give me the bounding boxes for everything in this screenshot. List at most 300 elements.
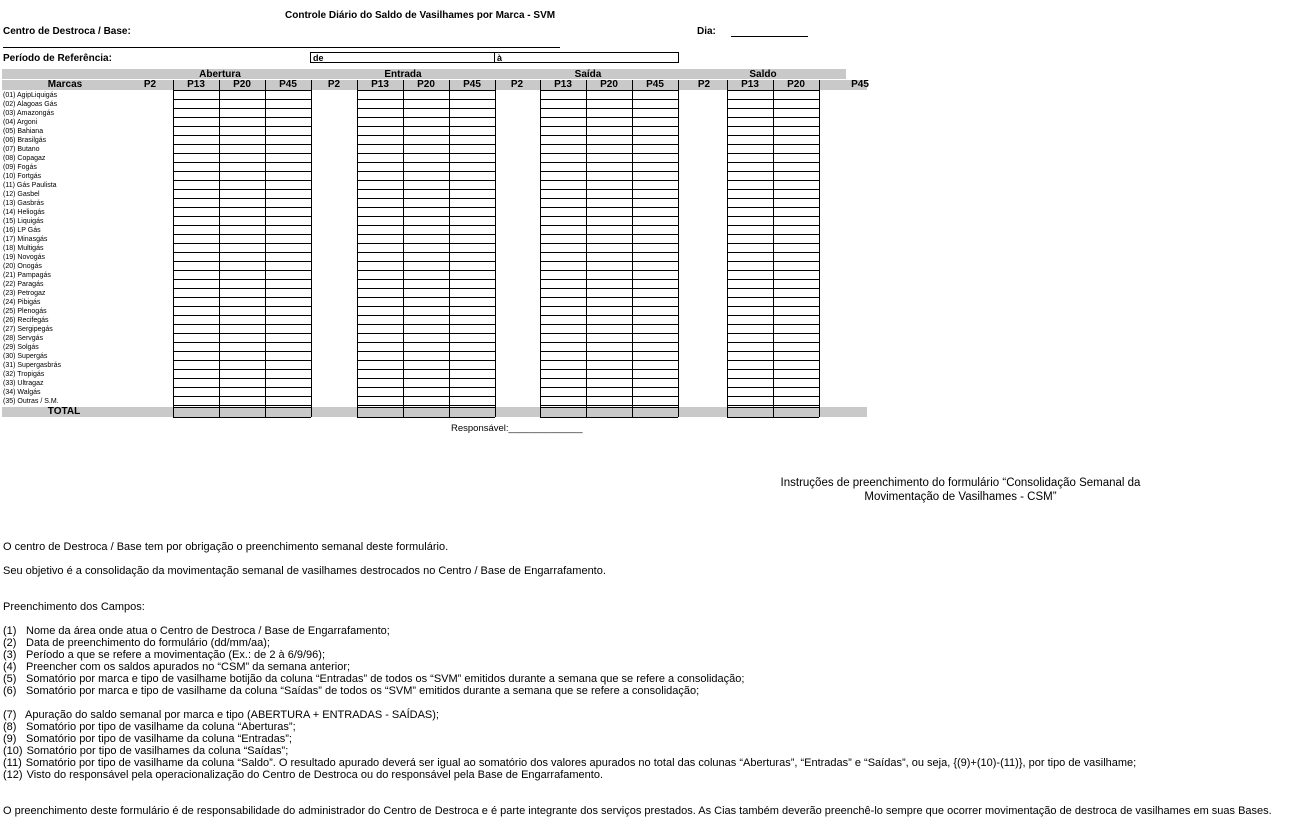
table-cell[interactable]: [587, 208, 632, 216]
table-cell[interactable]: [220, 388, 265, 396]
table-cell[interactable]: [404, 172, 449, 180]
table-cell[interactable]: [358, 343, 403, 351]
table-cell[interactable]: [541, 325, 586, 333]
table-cell[interactable]: [728, 325, 773, 333]
table-cell[interactable]: [404, 136, 449, 144]
table-cell[interactable]: [587, 343, 632, 351]
table-cell[interactable]: [174, 271, 219, 279]
table-cell[interactable]: [266, 325, 311, 333]
table-cell[interactable]: [220, 91, 265, 99]
table-cell[interactable]: [587, 298, 632, 306]
table-cell[interactable]: [358, 109, 403, 117]
table-cell[interactable]: [266, 118, 311, 126]
table-cell[interactable]: [266, 172, 311, 180]
table-cell[interactable]: [174, 199, 219, 207]
table-cell[interactable]: [404, 352, 449, 360]
table-cell[interactable]: [174, 118, 219, 126]
table-cell[interactable]: [541, 334, 586, 342]
table-cell[interactable]: [774, 100, 819, 108]
table-cell[interactable]: [633, 91, 678, 99]
table-cell[interactable]: [728, 145, 773, 153]
table-cell[interactable]: [587, 307, 632, 315]
table-cell[interactable]: [774, 181, 819, 189]
table-cell[interactable]: [728, 199, 773, 207]
table-cell[interactable]: [404, 109, 449, 117]
table-cell[interactable]: [266, 289, 311, 297]
table-cell[interactable]: [174, 163, 219, 171]
table-cell[interactable]: [728, 217, 773, 225]
table-cell[interactable]: [774, 298, 819, 306]
table-cell[interactable]: [774, 127, 819, 135]
table-cell[interactable]: [774, 370, 819, 378]
centro-field[interactable]: [3, 47, 560, 48]
table-cell[interactable]: [728, 109, 773, 117]
table-cell[interactable]: [728, 280, 773, 288]
table-cell[interactable]: [404, 280, 449, 288]
table-cell[interactable]: [266, 163, 311, 171]
table-cell[interactable]: [174, 262, 219, 270]
table-cell[interactable]: [774, 154, 819, 162]
table-cell[interactable]: [404, 262, 449, 270]
table-cell[interactable]: [541, 316, 586, 324]
table-cell[interactable]: [633, 343, 678, 351]
table-cell[interactable]: [587, 289, 632, 297]
table-cell[interactable]: [220, 244, 265, 252]
table-cell[interactable]: [174, 136, 219, 144]
table-cell[interactable]: [728, 118, 773, 126]
table-cell[interactable]: [541, 118, 586, 126]
table-cell[interactable]: [220, 109, 265, 117]
table-cell[interactable]: [450, 154, 495, 162]
table-cell[interactable]: [358, 262, 403, 270]
table-cell[interactable]: [358, 235, 403, 243]
table-cell[interactable]: [220, 127, 265, 135]
table-cell[interactable]: [220, 172, 265, 180]
table-cell[interactable]: [587, 253, 632, 261]
table-cell[interactable]: [774, 307, 819, 315]
table-cell[interactable]: [541, 379, 586, 387]
table-cell[interactable]: [266, 388, 311, 396]
table-cell[interactable]: [728, 397, 773, 405]
table-cell[interactable]: [774, 91, 819, 99]
table-cell[interactable]: [358, 154, 403, 162]
table-cell[interactable]: [728, 271, 773, 279]
table-cell[interactable]: [220, 235, 265, 243]
table-cell[interactable]: [633, 190, 678, 198]
table-cell[interactable]: [220, 217, 265, 225]
table-cell[interactable]: [450, 217, 495, 225]
table-cell[interactable]: [450, 163, 495, 171]
table-cell[interactable]: [358, 289, 403, 297]
table-cell[interactable]: [358, 370, 403, 378]
table-cell[interactable]: [541, 136, 586, 144]
table-cell[interactable]: [633, 100, 678, 108]
table-cell[interactable]: [266, 316, 311, 324]
dia-field[interactable]: [731, 36, 808, 37]
table-cell[interactable]: [174, 397, 219, 405]
table-cell[interactable]: [266, 262, 311, 270]
table-cell[interactable]: [633, 217, 678, 225]
table-cell[interactable]: [541, 307, 586, 315]
table-cell[interactable]: [728, 253, 773, 261]
table-cell[interactable]: [220, 271, 265, 279]
table-cell[interactable]: [450, 235, 495, 243]
table-cell[interactable]: [633, 397, 678, 405]
table-cell[interactable]: [633, 208, 678, 216]
table-cell[interactable]: [358, 271, 403, 279]
table-cell[interactable]: [774, 334, 819, 342]
table-cell[interactable]: [266, 91, 311, 99]
table-cell[interactable]: [728, 298, 773, 306]
table-cell[interactable]: [450, 91, 495, 99]
table-cell[interactable]: [633, 334, 678, 342]
table-cell[interactable]: [404, 244, 449, 252]
table-cell[interactable]: [174, 91, 219, 99]
table-cell[interactable]: [358, 226, 403, 234]
table-cell[interactable]: [541, 271, 586, 279]
table-cell[interactable]: [587, 370, 632, 378]
table-cell[interactable]: [220, 361, 265, 369]
table-cell[interactable]: [358, 181, 403, 189]
table-cell[interactable]: [266, 361, 311, 369]
table-cell[interactable]: [774, 244, 819, 252]
table-cell[interactable]: [174, 100, 219, 108]
table-cell[interactable]: [358, 298, 403, 306]
table-cell[interactable]: [541, 172, 586, 180]
table-cell[interactable]: [587, 334, 632, 342]
table-cell[interactable]: [633, 352, 678, 360]
table-cell[interactable]: [266, 127, 311, 135]
table-cell[interactable]: [541, 235, 586, 243]
table-cell[interactable]: [358, 352, 403, 360]
table-cell[interactable]: [404, 289, 449, 297]
table-cell[interactable]: [404, 397, 449, 405]
table-cell[interactable]: [541, 253, 586, 261]
table-cell[interactable]: [774, 388, 819, 396]
table-cell[interactable]: [174, 226, 219, 234]
table-cell[interactable]: [404, 100, 449, 108]
table-cell[interactable]: [358, 334, 403, 342]
table-cell[interactable]: [774, 379, 819, 387]
table-cell[interactable]: [220, 226, 265, 234]
table-cell[interactable]: [633, 325, 678, 333]
table-cell[interactable]: [358, 361, 403, 369]
table-cell[interactable]: [728, 307, 773, 315]
table-cell[interactable]: [220, 145, 265, 153]
table-cell[interactable]: [266, 226, 311, 234]
table-cell[interactable]: [728, 208, 773, 216]
table-cell[interactable]: [541, 100, 586, 108]
table-cell[interactable]: [266, 217, 311, 225]
table-cell[interactable]: [633, 109, 678, 117]
table-cell[interactable]: [358, 100, 403, 108]
table-cell[interactable]: [541, 280, 586, 288]
table-cell[interactable]: [266, 235, 311, 243]
table-cell[interactable]: [633, 163, 678, 171]
table-cell[interactable]: [774, 325, 819, 333]
table-cell[interactable]: [541, 262, 586, 270]
table-cell[interactable]: [774, 316, 819, 324]
table-cell[interactable]: [541, 361, 586, 369]
table-cell[interactable]: [358, 388, 403, 396]
table-cell[interactable]: [450, 136, 495, 144]
table-cell[interactable]: [266, 145, 311, 153]
table-cell[interactable]: [774, 172, 819, 180]
table-cell[interactable]: [774, 217, 819, 225]
table-cell[interactable]: [633, 154, 678, 162]
table-cell[interactable]: [358, 163, 403, 171]
table-cell[interactable]: [633, 136, 678, 144]
table-cell[interactable]: [174, 145, 219, 153]
table-cell[interactable]: [633, 235, 678, 243]
table-cell[interactable]: [174, 289, 219, 297]
table-cell[interactable]: [450, 370, 495, 378]
table-cell[interactable]: [541, 190, 586, 198]
table-cell[interactable]: [774, 280, 819, 288]
table-cell[interactable]: [450, 172, 495, 180]
table-cell[interactable]: [220, 370, 265, 378]
table-cell[interactable]: [404, 307, 449, 315]
table-cell[interactable]: [174, 235, 219, 243]
table-cell[interactable]: [404, 208, 449, 216]
table-cell[interactable]: [174, 352, 219, 360]
table-cell[interactable]: [541, 298, 586, 306]
table-cell[interactable]: [450, 298, 495, 306]
table-cell[interactable]: [404, 235, 449, 243]
table-cell[interactable]: [174, 109, 219, 117]
table-cell[interactable]: [174, 172, 219, 180]
table-cell[interactable]: [358, 190, 403, 198]
table-cell[interactable]: [587, 325, 632, 333]
table-cell[interactable]: [633, 307, 678, 315]
table-cell[interactable]: [774, 145, 819, 153]
table-cell[interactable]: [541, 208, 586, 216]
table-cell[interactable]: [587, 388, 632, 396]
table-cell[interactable]: [728, 190, 773, 198]
table-cell[interactable]: [266, 334, 311, 342]
table-cell[interactable]: [587, 280, 632, 288]
table-cell[interactable]: [220, 208, 265, 216]
table-cell[interactable]: [728, 262, 773, 270]
table-cell[interactable]: [174, 280, 219, 288]
table-cell[interactable]: [633, 226, 678, 234]
table-cell[interactable]: [633, 370, 678, 378]
table-cell[interactable]: [266, 109, 311, 117]
table-cell[interactable]: [587, 190, 632, 198]
table-cell[interactable]: [450, 208, 495, 216]
table-cell[interactable]: [450, 334, 495, 342]
table-cell[interactable]: [404, 226, 449, 234]
table-cell[interactable]: [220, 343, 265, 351]
table-cell[interactable]: [450, 145, 495, 153]
table-cell[interactable]: [404, 145, 449, 153]
table-cell[interactable]: [541, 181, 586, 189]
table-cell[interactable]: [266, 397, 311, 405]
table-cell[interactable]: [728, 289, 773, 297]
table-cell[interactable]: [404, 127, 449, 135]
table-cell[interactable]: [587, 226, 632, 234]
table-cell[interactable]: [450, 253, 495, 261]
table-cell[interactable]: [266, 181, 311, 189]
table-cell[interactable]: [728, 154, 773, 162]
table-cell[interactable]: [174, 379, 219, 387]
table-cell[interactable]: [728, 226, 773, 234]
table-cell[interactable]: [450, 271, 495, 279]
table-cell[interactable]: [220, 181, 265, 189]
table-cell[interactable]: [587, 109, 632, 117]
table-cell[interactable]: [728, 352, 773, 360]
table-cell[interactable]: [174, 217, 219, 225]
table-cell[interactable]: [774, 343, 819, 351]
table-cell[interactable]: [450, 397, 495, 405]
table-cell[interactable]: [358, 280, 403, 288]
table-cell[interactable]: [450, 226, 495, 234]
table-cell[interactable]: [220, 100, 265, 108]
table-cell[interactable]: [358, 379, 403, 387]
periodo-a-field[interactable]: [494, 52, 679, 63]
table-cell[interactable]: [404, 118, 449, 126]
table-cell[interactable]: [220, 316, 265, 324]
table-cell[interactable]: [728, 163, 773, 171]
table-cell[interactable]: [774, 109, 819, 117]
table-cell[interactable]: [174, 307, 219, 315]
table-cell[interactable]: [404, 91, 449, 99]
table-cell[interactable]: [404, 334, 449, 342]
table-cell[interactable]: [587, 217, 632, 225]
table-cell[interactable]: [774, 262, 819, 270]
table-cell[interactable]: [774, 199, 819, 207]
table-cell[interactable]: [266, 298, 311, 306]
table-cell[interactable]: [541, 154, 586, 162]
table-cell[interactable]: [633, 262, 678, 270]
table-cell[interactable]: [728, 316, 773, 324]
table-cell[interactable]: [633, 145, 678, 153]
table-cell[interactable]: [174, 316, 219, 324]
table-cell[interactable]: [774, 271, 819, 279]
table-cell[interactable]: [174, 298, 219, 306]
table-cell[interactable]: [587, 91, 632, 99]
table-cell[interactable]: [728, 127, 773, 135]
table-cell[interactable]: [450, 388, 495, 396]
table-cell[interactable]: [358, 307, 403, 315]
table-cell[interactable]: [404, 154, 449, 162]
table-cell[interactable]: [404, 361, 449, 369]
table-cell[interactable]: [220, 289, 265, 297]
table-cell[interactable]: [633, 361, 678, 369]
table-cell[interactable]: [220, 280, 265, 288]
table-cell[interactable]: [587, 172, 632, 180]
table-cell[interactable]: [266, 253, 311, 261]
table-cell[interactable]: [450, 190, 495, 198]
table-cell[interactable]: [587, 361, 632, 369]
table-cell[interactable]: [728, 172, 773, 180]
table-cell[interactable]: [266, 352, 311, 360]
table-cell[interactable]: [728, 136, 773, 144]
table-cell[interactable]: [266, 244, 311, 252]
table-cell[interactable]: [220, 262, 265, 270]
table-cell[interactable]: [774, 118, 819, 126]
table-cell[interactable]: [541, 217, 586, 225]
table-cell[interactable]: [174, 334, 219, 342]
table-cell[interactable]: [358, 127, 403, 135]
table-cell[interactable]: [220, 352, 265, 360]
table-cell[interactable]: [358, 316, 403, 324]
table-cell[interactable]: [728, 388, 773, 396]
table-cell[interactable]: [404, 325, 449, 333]
table-cell[interactable]: [587, 163, 632, 171]
table-cell[interactable]: [633, 379, 678, 387]
table-cell[interactable]: [404, 181, 449, 189]
table-cell[interactable]: [450, 379, 495, 387]
table-cell[interactable]: [587, 316, 632, 324]
table-cell[interactable]: [266, 190, 311, 198]
table-cell[interactable]: [541, 244, 586, 252]
table-cell[interactable]: [728, 235, 773, 243]
table-cell[interactable]: [450, 352, 495, 360]
table-cell[interactable]: [728, 100, 773, 108]
table-cell[interactable]: [174, 388, 219, 396]
table-cell[interactable]: [541, 397, 586, 405]
table-cell[interactable]: [174, 325, 219, 333]
table-cell[interactable]: [174, 343, 219, 351]
table-cell[interactable]: [358, 244, 403, 252]
table-cell[interactable]: [633, 127, 678, 135]
table-cell[interactable]: [358, 136, 403, 144]
table-cell[interactable]: [450, 280, 495, 288]
table-cell[interactable]: [174, 253, 219, 261]
table-cell[interactable]: [174, 154, 219, 162]
table-cell[interactable]: [728, 91, 773, 99]
table-cell[interactable]: [450, 325, 495, 333]
table-cell[interactable]: [774, 208, 819, 216]
table-cell[interactable]: [220, 379, 265, 387]
table-cell[interactable]: [587, 136, 632, 144]
table-cell[interactable]: [404, 271, 449, 279]
table-cell[interactable]: [404, 217, 449, 225]
table-cell[interactable]: [774, 361, 819, 369]
table-cell[interactable]: [404, 163, 449, 171]
table-cell[interactable]: [174, 181, 219, 189]
table-cell[interactable]: [728, 244, 773, 252]
table-cell[interactable]: [541, 226, 586, 234]
table-cell[interactable]: [587, 100, 632, 108]
table-cell[interactable]: [404, 379, 449, 387]
table-cell[interactable]: [358, 145, 403, 153]
table-cell[interactable]: [633, 289, 678, 297]
table-cell[interactable]: [266, 154, 311, 162]
table-cell[interactable]: [450, 307, 495, 315]
table-cell[interactable]: [774, 136, 819, 144]
table-cell[interactable]: [541, 163, 586, 171]
table-cell[interactable]: [450, 127, 495, 135]
table-cell[interactable]: [266, 136, 311, 144]
table-cell[interactable]: [404, 388, 449, 396]
table-cell[interactable]: [220, 307, 265, 315]
table-cell[interactable]: [774, 163, 819, 171]
table-cell[interactable]: [220, 190, 265, 198]
table-cell[interactable]: [541, 127, 586, 135]
table-cell[interactable]: [450, 118, 495, 126]
table-cell[interactable]: [587, 145, 632, 153]
table-cell[interactable]: [220, 154, 265, 162]
table-cell[interactable]: [450, 289, 495, 297]
table-cell[interactable]: [220, 118, 265, 126]
table-cell[interactable]: [774, 352, 819, 360]
table-cell[interactable]: [450, 109, 495, 117]
table-cell[interactable]: [358, 217, 403, 225]
periodo-de-field[interactable]: [310, 52, 495, 63]
table-cell[interactable]: [358, 199, 403, 207]
